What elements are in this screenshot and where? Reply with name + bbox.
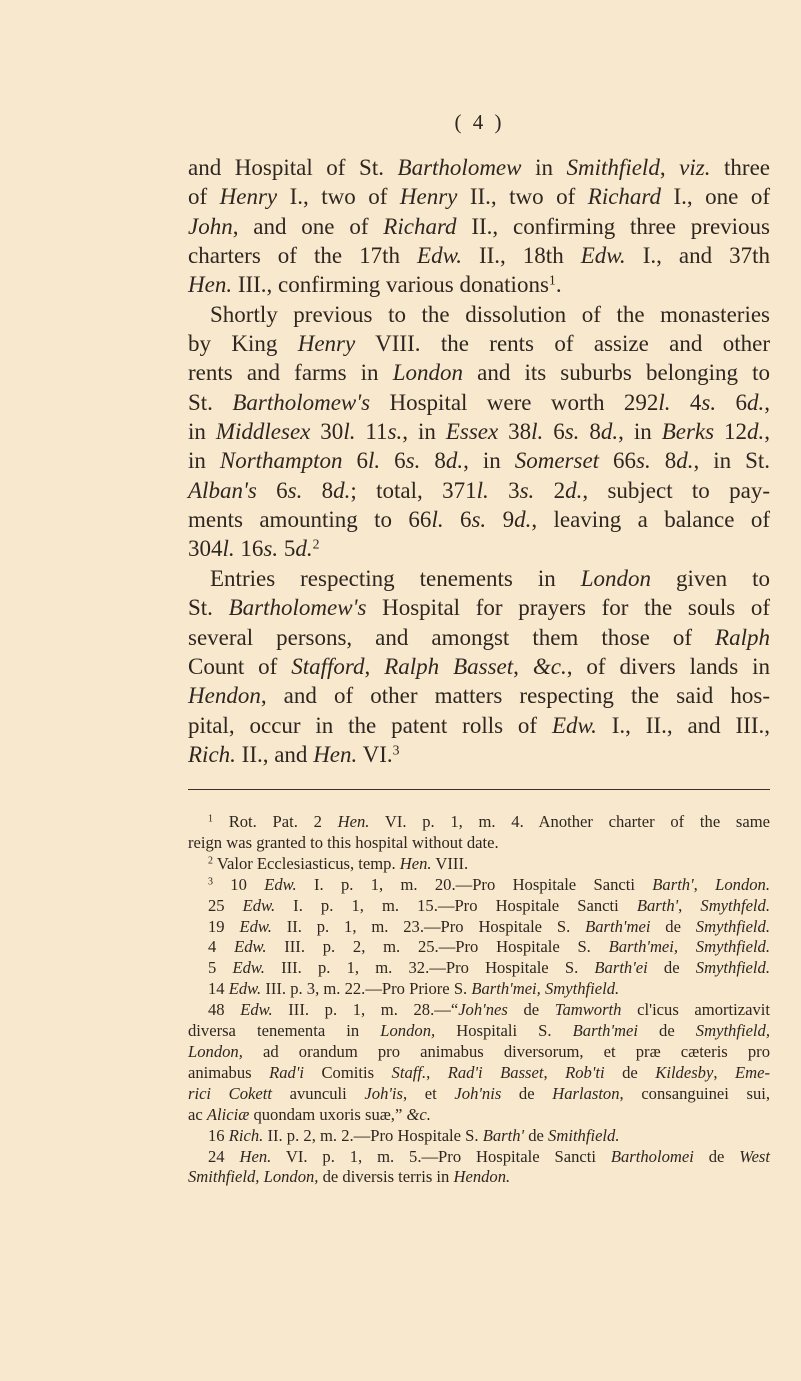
text-run: , — [693, 874, 716, 894]
text-run: 6 — [256, 477, 288, 503]
footnote-reference: 2 — [312, 536, 320, 552]
italic-run: London, — [188, 1041, 243, 1061]
italic-run: Barth'mei — [572, 1021, 638, 1041]
italic-run: Middlesex — [215, 419, 311, 445]
body-line — [188, 388, 770, 417]
text-run: 11 — [355, 419, 388, 445]
page-number: ( 4 ) — [454, 110, 502, 134]
footnote-line — [188, 1063, 770, 1084]
text-run: animabus — [188, 1062, 270, 1082]
text-run: Rot. Pat. 2 — [212, 812, 338, 831]
body-line — [188, 270, 770, 299]
italic-run: Ralph Basset — [384, 653, 514, 679]
footnotes — [188, 812, 770, 1188]
text-run: in — [521, 155, 567, 180]
text-run: , — [659, 155, 680, 180]
text-run: 8 — [302, 477, 334, 503]
body-line — [188, 476, 770, 505]
footnote-reference: 2 — [208, 855, 213, 867]
italic-run: l. — [531, 419, 544, 445]
body-line — [188, 564, 770, 593]
text-run: ac — [188, 1104, 207, 1124]
italic-run: Henry — [219, 184, 278, 210]
italic-run: Essex — [445, 419, 499, 445]
italic-run: Kildesby — [655, 1062, 714, 1082]
italic-run: Edw. — [239, 916, 272, 936]
text-run: cl'icus amortizavit — [621, 1000, 770, 1020]
italic-run: Edw. — [580, 243, 626, 269]
italic-run: d. — [514, 507, 532, 533]
body-line — [188, 740, 770, 769]
italic-run: Joh'is — [364, 1083, 403, 1103]
italic-run: l. — [222, 536, 235, 562]
italic-run: West — [739, 1146, 770, 1166]
text-run: , in — [402, 419, 446, 445]
text-run: 6 — [443, 507, 472, 533]
italic-run: Smithfield. — [548, 1125, 620, 1145]
text-run: pital, occur in the patent rolls of — [188, 712, 552, 738]
text-run: three — [710, 155, 771, 180]
italic-run: &c. — [406, 1104, 431, 1124]
text-run: Hospitali S. — [435, 1021, 573, 1041]
text-run: 66 — [599, 448, 637, 474]
text-run: and its suburbs belonging to — [462, 360, 770, 386]
text-run: , — [513, 653, 533, 679]
text-run: , in — [618, 419, 662, 445]
text-run: de — [693, 1146, 740, 1166]
footnote-line — [188, 896, 770, 917]
text-run: of — [188, 184, 220, 210]
text-run: de — [650, 916, 696, 936]
text-run: , — [426, 1062, 448, 1082]
text-run: I. p. 1, m. 15.—Pro Hospitale Sancti — [275, 895, 637, 915]
italic-run: d. — [600, 419, 619, 445]
text-run: de — [524, 1125, 549, 1145]
italic-run: Barth'mei — [585, 916, 651, 936]
italic-run: London, — [380, 1021, 436, 1041]
footnote-reference: 1 — [548, 272, 556, 288]
text-run: VI. p. 1, m. 4. Another charter of the same — [369, 812, 771, 831]
body-line — [188, 212, 770, 241]
italic-run: Barth'ei — [594, 958, 648, 978]
italic-run: Edw. — [240, 1000, 273, 1020]
italic-run: John — [188, 213, 233, 239]
italic-run: Hen. — [188, 272, 233, 298]
italic-run: Edw. — [234, 937, 267, 957]
italic-run: Richard — [383, 213, 457, 239]
text-run: de — [501, 1083, 553, 1103]
text-run: 5 — [208, 958, 233, 978]
italic-run: Hendon — [188, 683, 261, 709]
footnote-reference: 3 — [392, 742, 400, 758]
footnote-line — [188, 958, 770, 979]
footnote-line — [188, 1084, 770, 1105]
footnote-reference: 3 — [208, 876, 213, 888]
italic-run: Joh'nis — [454, 1083, 502, 1103]
body-text — [188, 153, 770, 769]
italic-run: Hen. — [337, 812, 370, 831]
body-line — [188, 182, 770, 211]
italic-run: Rich. — [188, 741, 236, 767]
text-run: given to — [651, 565, 770, 591]
italic-run: Hen. — [239, 1146, 272, 1166]
footnote-line — [188, 917, 770, 938]
text-run: by King — [188, 331, 298, 357]
italic-run: Smithfield, London, — [188, 1167, 319, 1187]
text-run: III. p. 1, m. 32.—Pro Hospitale S. — [264, 958, 595, 978]
footnote-line — [188, 1147, 770, 1168]
text-run: 6 — [380, 448, 406, 474]
body-line — [188, 358, 770, 387]
italic-run: d. — [445, 448, 464, 474]
footnote-line — [188, 833, 770, 854]
italic-run: d. — [333, 477, 351, 503]
text-run: 10 — [212, 874, 265, 894]
italic-run: Smythfield, — [695, 1021, 770, 1041]
text-run: , in — [463, 448, 515, 474]
body-line — [188, 153, 770, 182]
italic-run: Rad'i Basset — [447, 1062, 544, 1082]
italic-run: Barth' — [482, 1125, 525, 1145]
text-run: 4 — [670, 389, 702, 415]
italic-run: s. — [405, 448, 421, 474]
text-run: de — [647, 958, 696, 978]
text-run: St. — [188, 595, 229, 621]
italic-run: Edw. — [228, 979, 262, 999]
text-run: Hospital for prayers for the souls of — [366, 595, 771, 621]
italic-run: l. — [658, 389, 671, 415]
footnote-line — [188, 937, 770, 958]
italic-run: Joh'nes — [458, 1000, 508, 1020]
text-run: 9 — [486, 507, 515, 533]
italic-run: Aliciæ — [206, 1104, 250, 1124]
italic-run: d. — [565, 477, 583, 503]
text-run: 14 — [208, 979, 229, 999]
body-line — [188, 711, 770, 740]
italic-run: Tamworth — [554, 1000, 622, 1020]
footnote-line — [188, 854, 770, 875]
body-line — [188, 241, 770, 270]
italic-run: Barth'mei, Smythfield. — [608, 937, 770, 957]
italic-run: Ralph — [715, 624, 770, 650]
text-run: VIII. the rents of assize and other — [355, 331, 770, 357]
text-run: , and one of — [232, 213, 384, 239]
text-run: several persons, and amongst them those of — [188, 624, 716, 650]
text-run: , — [678, 895, 701, 915]
text-run: 24 — [208, 1146, 240, 1166]
footnote-rule — [188, 789, 770, 790]
italic-run: Henry — [399, 184, 458, 210]
italic-run: s. — [701, 389, 717, 415]
italic-run: s. — [471, 507, 487, 533]
text-run: II., and — [235, 741, 314, 767]
body-line — [188, 505, 770, 534]
text-run: , — [364, 653, 385, 679]
text-run: I., II., and III., — [596, 712, 770, 738]
body-line — [188, 446, 770, 475]
text-run: Count of — [188, 653, 292, 679]
italic-run: d. — [747, 389, 765, 415]
italic-run: rici Cokett — [188, 1083, 272, 1103]
body-line — [188, 593, 770, 622]
text-run: rents and farms in — [188, 360, 393, 386]
text-run: VIII. — [431, 853, 469, 873]
italic-run: London — [392, 360, 463, 386]
italic-run: Edw. — [264, 874, 297, 894]
text-run: avunculi — [272, 1083, 365, 1103]
text-run: III., confirming various donations — [232, 272, 549, 298]
text-run: ments amounting to 66 — [188, 507, 432, 533]
italic-run: Edw. — [417, 243, 462, 269]
italic-run: l. — [476, 477, 489, 503]
text-run: II., two of — [457, 184, 588, 210]
text-run: II., 18th — [461, 243, 581, 269]
italic-run: l. — [343, 419, 356, 445]
text-run: , subject to pay- — [582, 477, 770, 503]
text-run: St. — [188, 389, 233, 415]
text-run: II. p. 1, m. 23.—Pro Hospitale S. — [271, 916, 586, 936]
italic-run: s. — [263, 536, 279, 562]
text-run: Comitis — [303, 1062, 392, 1082]
footnote-line — [188, 1105, 770, 1126]
text-run: 38 — [498, 419, 532, 445]
italic-run: Somerset — [514, 448, 600, 474]
footnote-line — [188, 1167, 770, 1188]
italic-run: s. — [564, 419, 580, 445]
italic-run: l. — [368, 448, 381, 474]
text-run: . — [555, 272, 562, 298]
italic-run: Rad'i — [269, 1062, 304, 1082]
body-line — [188, 329, 770, 358]
body-line — [188, 417, 770, 446]
italic-run: Stafford — [291, 653, 365, 679]
text-run: , — [764, 389, 770, 415]
footnote-line — [188, 979, 770, 1000]
italic-run: Barth'mei, Smythfield. — [471, 979, 620, 999]
text-run: 30 — [310, 419, 344, 445]
text-run: 4 — [208, 937, 235, 957]
text-run: , consanguinei sui, — [619, 1083, 771, 1103]
italic-run: Bartholomew's — [228, 595, 367, 621]
text-run: 8 — [579, 419, 601, 445]
text-run: , leaving a balance of — [531, 507, 771, 533]
text-run: III. p. 1, m. 28.—“ — [272, 1000, 459, 1020]
footnote-line — [188, 875, 770, 896]
text-run: 16 — [234, 536, 264, 562]
italic-run: Harlaston — [552, 1083, 620, 1103]
text-run: 48 — [208, 1000, 241, 1020]
text-run: ; total, 371 — [350, 477, 477, 503]
italic-run: Barth' — [636, 895, 679, 915]
text-run: VI. — [357, 741, 393, 767]
italic-run: Edw. — [232, 958, 265, 978]
italic-run: Barth' — [652, 874, 694, 894]
italic-run: s. — [287, 477, 303, 503]
italic-run: Northampton — [219, 448, 343, 474]
text-run: III. p. 3, m. 22.—Pro Priore S. — [261, 979, 472, 999]
text-run: I., one of — [661, 184, 770, 210]
text-run: 8 — [650, 448, 677, 474]
footnote-line — [188, 1126, 770, 1147]
text-run: 16 — [208, 1125, 229, 1145]
body-line — [188, 652, 770, 681]
footnote-line — [188, 1021, 770, 1042]
body-line — [188, 623, 770, 652]
italic-run: Richard — [587, 184, 662, 210]
text-run: in — [188, 419, 216, 445]
text-run: Valor Ecclesiasticus, temp. — [212, 853, 400, 873]
text-run: , in St. — [693, 448, 771, 474]
text-run: reign was granted to this hospital without date. — [188, 832, 499, 852]
italic-run: Henry — [297, 331, 356, 357]
italic-run: d. — [295, 536, 313, 562]
text-run: quondam uxoris suæ,” — [249, 1104, 407, 1124]
italic-run: Edw. — [242, 895, 276, 915]
italic-run: s. — [636, 448, 651, 474]
italic-run: Hendon. — [453, 1167, 511, 1187]
italic-run: Smythfield. — [695, 958, 770, 978]
italic-run: Smithfield — [566, 155, 660, 180]
text-run: 19 — [208, 916, 240, 936]
text-run: 8 — [420, 448, 446, 474]
text-run: III. p. 2, m. 25.—Pro Hospitale S. — [266, 937, 609, 957]
text-run: , — [764, 419, 771, 445]
text-run: , of divers lands in — [566, 653, 771, 679]
italic-run: Rich. — [228, 1125, 264, 1145]
text-run: , — [543, 1062, 566, 1082]
text-run: Hospital were worth 292 — [370, 389, 659, 415]
body-line — [188, 300, 770, 329]
text-run: 6 — [342, 448, 369, 474]
text-run: I. p. 1, m. 20.—Pro Hospitale Sancti — [296, 874, 653, 894]
text-run: 6 — [543, 419, 565, 445]
footnote-line — [188, 1000, 770, 1021]
italic-run: &c. — [532, 653, 567, 679]
italic-run: s. — [519, 477, 535, 503]
text-run: 25 — [208, 895, 243, 915]
text-run: I., and 37th — [625, 243, 770, 269]
text-run: II., confirming three previous — [456, 213, 770, 239]
italic-run: Staff. — [391, 1062, 427, 1082]
italic-run: s. — [387, 419, 403, 445]
italic-run: d. — [747, 419, 765, 445]
text-run: II. p. 2, m. 2.—Pro Hospitale S. — [263, 1125, 483, 1145]
text-run: ad orandum pro animabus diversorum, et præ cæteris pro — [242, 1041, 770, 1061]
text-run: Entries respecting tenements in — [210, 565, 581, 591]
footnote-line — [188, 1042, 770, 1063]
body-line — [188, 534, 770, 563]
text-run: 5 — [278, 536, 296, 562]
text-run: VI. p. 1, m. 5.—Pro Hospitale Sancti — [271, 1146, 611, 1166]
text-run: , and of other matters respecting the said hos- — [260, 683, 770, 709]
italic-run: Alban's — [188, 477, 257, 503]
italic-run: viz. — [679, 155, 711, 180]
italic-run: Bartholomew's — [232, 389, 371, 415]
italic-run: l. — [431, 507, 444, 533]
text-run: 12 — [714, 419, 748, 445]
text-run: in — [188, 448, 220, 474]
text-run: 6 — [716, 389, 747, 415]
italic-run: Eme- — [734, 1062, 770, 1082]
text-run: de diversis terris in — [318, 1167, 454, 1187]
italic-run: Edw. — [551, 712, 597, 738]
italic-run: Rob'ti — [565, 1062, 605, 1082]
text-run: , — [713, 1062, 735, 1082]
text-run: de — [604, 1062, 656, 1082]
italic-run: Bartholomew — [397, 155, 522, 180]
italic-run: London. — [715, 874, 770, 894]
text-run: 2 — [534, 477, 566, 503]
footnote-reference: 1 — [208, 813, 213, 825]
italic-run: Bartholomei — [610, 1146, 694, 1166]
text-run: de — [637, 1021, 696, 1041]
italic-run: Smythfield. — [695, 916, 770, 936]
italic-run: Hen. — [313, 741, 358, 767]
text-run: de — [507, 1000, 555, 1020]
italic-run: Berks — [661, 419, 715, 445]
text-run: , et — [403, 1083, 455, 1103]
text-run: and Hospital of St. — [188, 155, 398, 180]
italic-run: Hen. — [399, 853, 432, 873]
text-run: Shortly previous to the dissolution of the monasteries — [210, 301, 770, 327]
text-run: diversa tenementa in — [188, 1021, 381, 1041]
italic-run: Smythfeld. — [700, 895, 770, 915]
footnote-line — [188, 812, 770, 833]
text-run: 304 — [188, 536, 223, 562]
text-run: 3 — [488, 477, 520, 503]
italic-run: d. — [676, 448, 694, 474]
italic-run: London — [580, 565, 652, 591]
text-run: I., two of — [277, 184, 400, 210]
body-line — [188, 681, 770, 710]
text-run: charters of the 17th — [188, 243, 418, 269]
